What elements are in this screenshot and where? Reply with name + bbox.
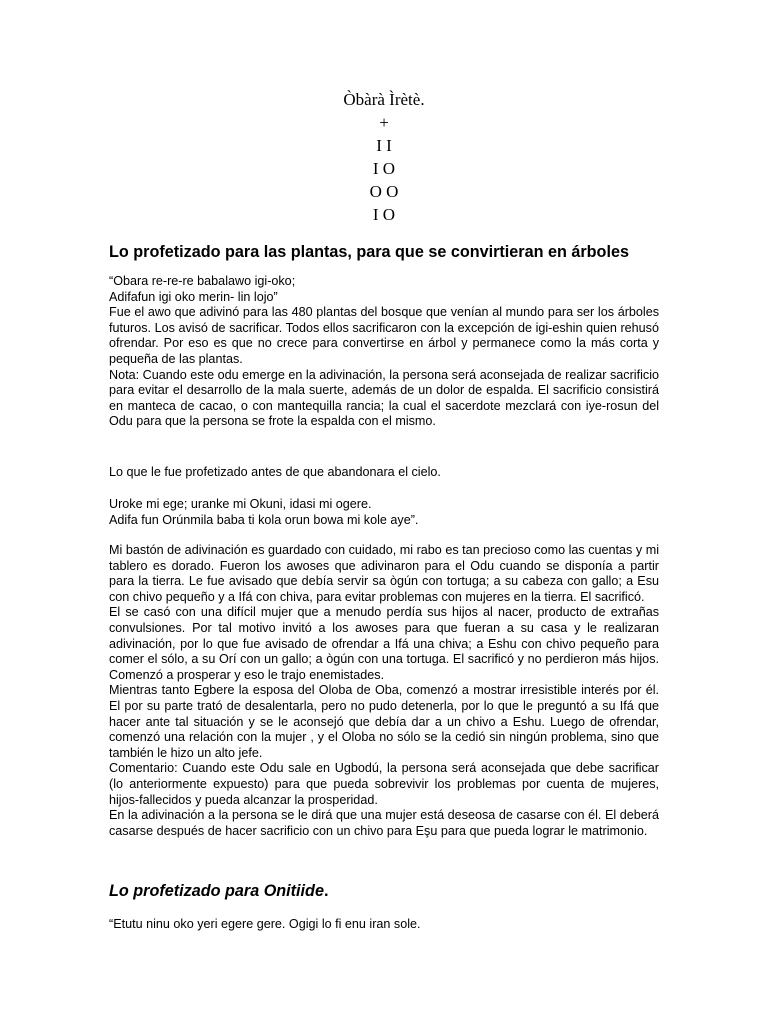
onitiide-text-block: [109, 917, 659, 933]
odu-title: Òbàrà Ìrètè.: [343, 90, 425, 109]
odu-mark-row-2: I O: [372, 159, 396, 178]
cielo-verse-line-2: Adifa fun Orúnmila baba ti kola orun bowa mi kole aye”.: [109, 512, 419, 527]
odu-sign: [109, 88, 659, 226]
heading-onitiide-dot: .: [323, 882, 329, 900]
heading-onitiide: [109, 881, 328, 901]
plants-verse-line-1: “Obara re-re-re babalawo igi-oko;: [109, 274, 296, 288]
cielo-verse-line-1: Uroke mi ege; uranke mi Okuni, idasi mi ogere.: [109, 497, 372, 511]
onitiide-verse-line-1: “Etutu ninu oko yeri egere gere. Ogigi lo fi enu iran sole.: [109, 917, 421, 931]
odu-mark-row-3: O O: [369, 182, 399, 201]
plants-text-block: [109, 274, 659, 430]
plants-verse-line-2: Adifafun igi oko merin- lin lojo”: [109, 289, 278, 304]
odu-mark-row-1: I I: [376, 136, 392, 155]
heading-onitiide-text: Lo profetizado para Onitiide: [109, 882, 324, 900]
odu-mark-row-4: I O: [372, 205, 396, 224]
cielo-intro: Lo que le fue profetizado antes de que abandonara el cielo.: [109, 465, 441, 479]
cielo-verse-block: [109, 497, 659, 528]
paragraph-egbere: Mientras tanto Egbere la esposa del Oloba de Oba, comenzó a mostrar irresistible interés por él. El por su parte trató de desalentarla, pero no pudo detenerla, por lo que le preguntó a su Ifá que hacer ante tal situación y se le aconsejó que debía dar a un chivo a Eshu. Luego de ofrendar, comenzó una relación con la mujer , y el Oloba no sólo se la cedió sin ningún problema, sino que también le hizo un alto jefe.: [109, 683, 659, 760]
paragraph-comentario: Comentario: Cuando este Odu sale en Ugbodú, la persona será aconsejada que debe sacrificar (lo anteriormente expuesto) para que pueda sobrevivir los problemas por cuenta de mujeres, hijos-fallecidos y pueda alcanzar la prosperidad.: [109, 761, 659, 807]
cielo-text-block: [109, 543, 659, 839]
paragraph-nota: Nota: Cuando este odu emerge en la adivinación, la persona será aconsejada de realizar sacrificio para evitar el desarrollo de la mala suerte, además de un dolor de espalda. El sacrificio consistirá en manteca de cacao, o con mantequilla rancia; la cual el sacerdote mezclará con iye-rosun del Odu para que la persona se frote la espalda con el mismo.: [109, 367, 659, 429]
paragraph-baston: Mi bastón de adivinación es guardado con cuidado, mi rabo es tan precioso como las cuentas y mi tablero es dorado. Fueron los awoses que adivinaron para el Odu cuando se disponía a partir para la tierra. Le fue avisado que debía servir sa ògún con tortuga; a su cabeza con gallo; a Esu con chivo pequeño y a Ifá con chiva, para evitar problemas con mujeres en la tierra. El sacrificó.: [109, 543, 659, 604]
paragraph-awo: Fue el awo que adivinó para las 480 plantas del bosque que venían al mundo para ser los árboles futuros. Los avisó de sacrificar. Todos ellos sacrificaron con la excepción de igi-eshin quien rehusó ofrendar. Por eso es que no crece para convertirse en árbol y permanece como la más corta y pequeña de las plantas.: [109, 305, 659, 366]
cielo-intro-block: [109, 465, 659, 481]
odu-plus: +: [379, 113, 389, 132]
heading-plants: Lo profetizado para las plantas, para que se convirtieran en árboles: [109, 243, 629, 261]
paragraph-adivinacion: En la adivinación a la persona se le dirá que una mujer está deseosa de casarse con él. El deberá casarse después de hacer sacrificio con un chivo para Eşu para que pueda lograr le matrimonio.: [109, 808, 659, 838]
paragraph-casa: El se casó con una difícil mujer que a menudo perdía sus hijos al nacer, producto de extrañas convulsiones. Por tal motivo invitó a los awoses para que fueran a su casa y le realizaran adivinación, por lo que fue avisado de ofrendar a Ifá una chiva; a Eshu con chivo pequeño para comer el sólo, a su Orí con un gallo; a ògún con una tortuga. El sacrificó y no perdieron más hijos. Comenzó a prosperar y eso le trajo enemistades.: [109, 605, 659, 682]
